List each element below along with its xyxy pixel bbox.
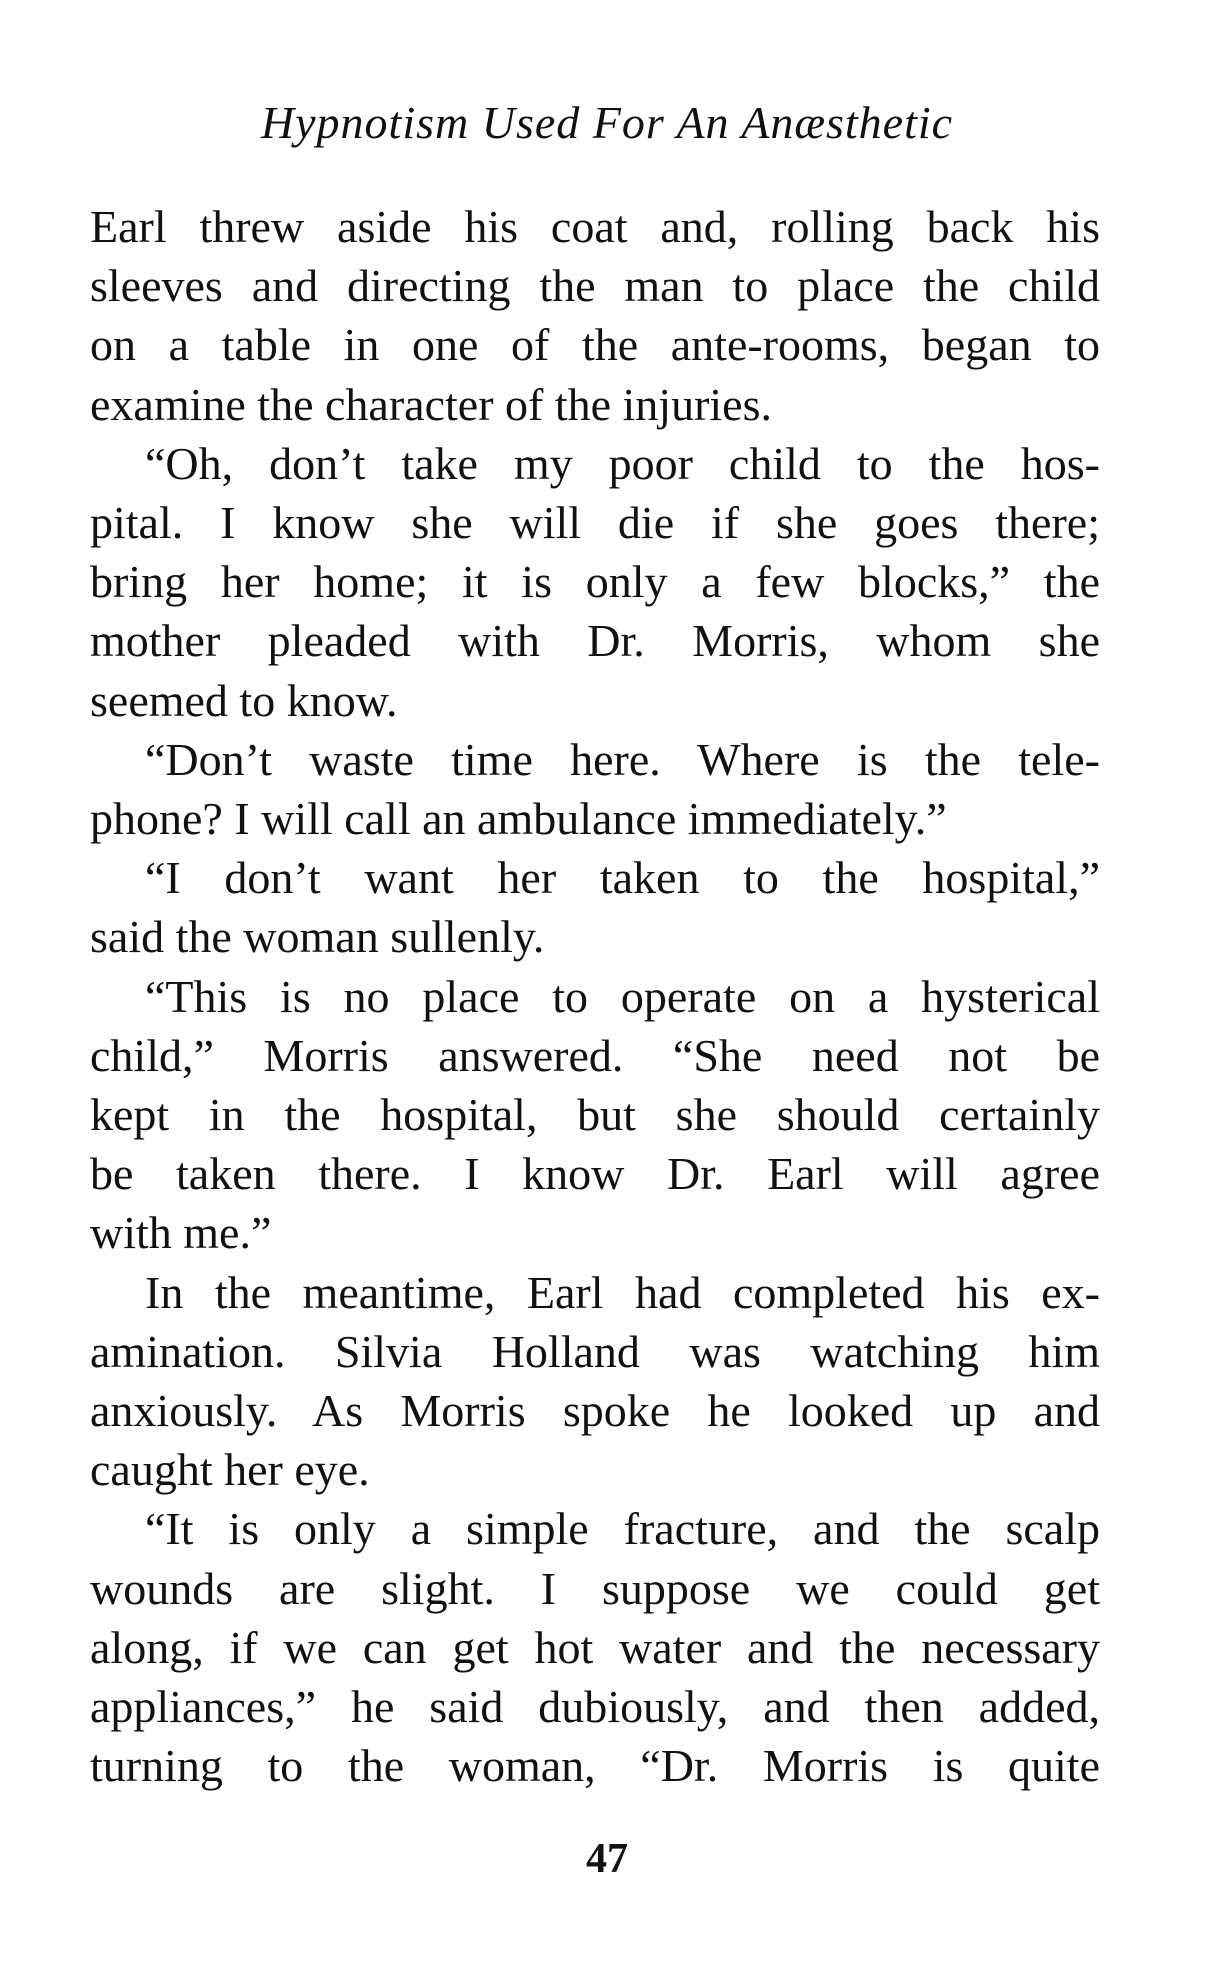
- text-line: along, if we can get hot water and the necessary: [90, 1621, 1100, 1673]
- text-line: “Oh, don’t take my poor child to the hos-: [145, 437, 1100, 489]
- text-line: In the meantime, Earl had completed his ex-: [145, 1266, 1100, 1318]
- text-line: “It is only a simple fracture, and the scalp: [145, 1503, 1100, 1555]
- page-number: 47: [586, 1836, 628, 1882]
- text-line: anxiously. As Morris spoke he looked up and: [90, 1385, 1100, 1437]
- text-line: caught her eye.: [90, 1444, 370, 1496]
- text-line: sleeves and directing the man to place the child: [90, 260, 1100, 312]
- text-line: “I don’t want her taken to the hospital,”: [145, 852, 1100, 904]
- text-line: “This is no place to operate on a hysterical: [145, 970, 1100, 1022]
- text-line: “Don’t waste time here. Where is the tele-: [145, 733, 1100, 785]
- text-line: on a table in one of the ante-rooms, began to: [90, 319, 1100, 371]
- text-line: amination. Silvia Holland was watching him: [90, 1325, 1100, 1377]
- text-line: mother pleaded with Dr. Morris, whom she: [90, 615, 1100, 667]
- text-line: seemed to know.: [90, 674, 398, 726]
- running-head: Hypnotism Used For An Anæsthetic: [260, 97, 954, 148]
- text-line: turning to the woman, “Dr. Morris is quite: [90, 1740, 1100, 1792]
- text-line: phone? I will call an ambulance immediately.”: [90, 793, 947, 845]
- text-line: Earl threw aside his coat and, rolling back his: [90, 201, 1100, 252]
- text-line: be taken there. I know Dr. Earl will agree: [90, 1148, 1100, 1200]
- text-line: bring her home; it is only a few blocks,” the: [90, 556, 1100, 608]
- text-line: with me.”: [90, 1207, 272, 1259]
- text-line: said the woman sullenly.: [90, 911, 545, 963]
- text-line: appliances,” he said dubiously, and then added,: [90, 1681, 1100, 1733]
- text-line: wounds are slight. I suppose we could get: [90, 1562, 1100, 1614]
- text-line: pital. I know she will die if she goes there;: [90, 497, 1100, 549]
- text-line: child,” Morris answered. “She need not be: [90, 1029, 1100, 1081]
- body-text: [90, 197, 1100, 1795]
- text-line: examine the character of the injuries.: [90, 378, 773, 430]
- text-line: kept in the hospital, but she should certainly: [90, 1089, 1100, 1141]
